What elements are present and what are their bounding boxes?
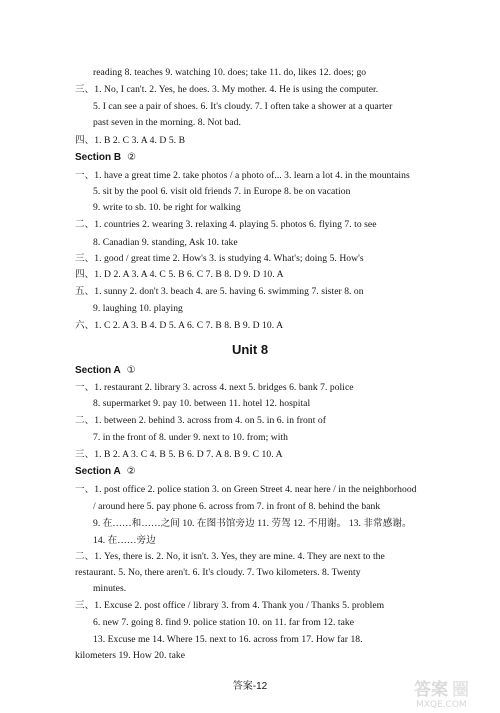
answer-line: / around here 5. pay phone 6. across from 7. in front of 8. behind the bank	[93, 501, 381, 512]
answer-line: 一、1. post office 2. police station 3. on Green Street 4. near here / in the neighborhood	[75, 484, 417, 495]
answer-line: 9. laughing 10. playing	[93, 303, 183, 314]
answer-line: 7. in the front of 8. under 9. next to 10. from; with	[93, 432, 289, 443]
page-number: 答案-12	[232, 681, 268, 692]
svg-text:答案: 答案	[414, 680, 448, 700]
answer-line: kilometers 19. How 20. take	[75, 650, 186, 661]
section-heading: Section B ②	[75, 152, 137, 163]
answer-line: 5. I can see a pair of shoes. 6. It's cloudy. 7. I often take a shower at a quarter	[93, 101, 393, 112]
unit-title: Unit 8	[231, 342, 269, 357]
answer-line: 五、1. sunny 2. don't 3. beach 4. are 5. having 6. swimming 7. sister 8. on	[75, 286, 364, 297]
watermark-logo	[410, 676, 498, 710]
svg-text:圈: 圈	[452, 680, 469, 700]
answer-line: past seven in the morning. 8. Not bad.	[93, 117, 241, 128]
answer-line: 四、1. D 2. A 3. A 4. C 5. B 6. C 7. B 8. D 9. D 10. A	[75, 269, 284, 280]
section-heading: Section A ②	[75, 466, 136, 477]
answer-line: minutes.	[93, 583, 127, 594]
answer-line: 13. Excuse me 14. Where 15. next to 16. across from 17. How far 18.	[93, 634, 363, 645]
answer-line: 三、1. Excuse 2. post office / library 3. from 4. Thank you / Thanks 5. problem	[75, 600, 385, 611]
answer-line: 一、1. have a great time 2. take photos / a photo of... 3. learn a lot 4. in the mountains	[75, 170, 410, 181]
answer-line: 6. new 7. going 8. find 9. police station 10. on 11. far from 12. take	[93, 617, 355, 628]
answer-line: 二、1. between 2. behind 3. across from 4. on 5. in 6. in front of	[75, 415, 326, 426]
answer-line: reading 8. teaches 9. watching 10. does; take 11. do, likes 12. does; go	[93, 67, 367, 78]
answer-line: restaurant. 5. No, there aren't. 6. It's cloudy. 7. Two kilometers. 8. Twenty	[75, 567, 361, 578]
answer-line: 9. write to sb. 10. be right for walking	[93, 202, 241, 213]
answer-line: 二、1. countries 2. wearing 3. relaxing 4. playing 5. photos 6. flying 7. to see	[75, 219, 377, 230]
svg-text:MXQE.COM: MXQE.COM	[416, 700, 467, 710]
answer-line: 二、1. Yes, there is. 2. No, it isn't. 3. Yes, they are mine. 4. They are next to the	[75, 551, 385, 562]
answer-line: 8. Canadian 9. standing, Ask 10. take	[93, 237, 238, 248]
answer-line: 14. 在……旁边	[93, 535, 156, 546]
answer-line: 六、1. C 2. A 3. B 4. D 5. A 6. C 7. B 8. B 9. D 10. A	[75, 320, 284, 331]
section-heading: Section A ①	[75, 365, 136, 376]
answer-line: 三、1. good / great time 2. How's 3. is studying 4. What's; doing 5. How's	[75, 253, 364, 264]
answer-line: 8. supermarket 9. pay 10. between 11. hotel 12. hospital	[93, 398, 311, 409]
answer-line: 9. 在……和……之间 10. 在图书馆旁边 11. 劳驾 12. 不用谢。 13. 非常感谢。	[93, 518, 412, 529]
answer-line: 三、1. B 2. A 3. C 4. B 5. B 6. D 7. A 8. B 9. C 10. A	[75, 449, 283, 460]
answer-line: 四、1. B 2. C 3. A 4. D 5. B	[75, 135, 186, 146]
answer-line: 5. sit by the pool 6. visit old friends 7. in Europe 8. be on vacation	[93, 186, 351, 197]
answer-line: 一、1. restaurant 2. library 3. across 4. next 5. bridges 6. bank 7. police	[75, 382, 354, 393]
answer-line: 三、1. No, I can't. 2. Yes, he does. 3. My mother. 4. He is using the computer.	[75, 84, 379, 95]
